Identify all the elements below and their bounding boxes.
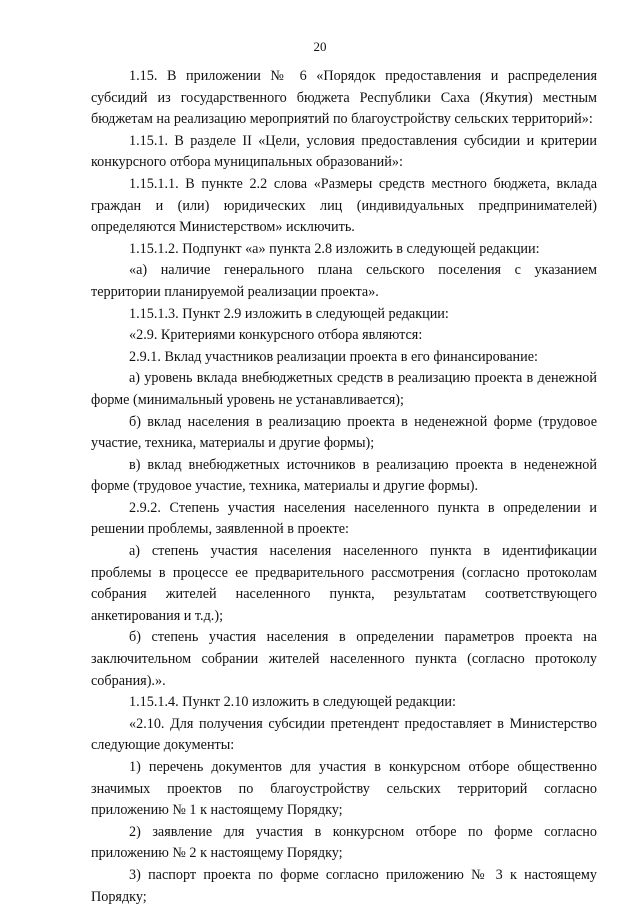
paragraph-2-10-item-2: 2) заявление для участия в конкурсном отборе по форме согласно приложению № 2 к настоящему Порядку; bbox=[91, 823, 597, 862]
paragraph-2-9: «2.9. Критериями конкурсного отбора являются: bbox=[129, 327, 423, 344]
paragraph-2-10-item-1: 1) перечень документов для участия в конкурсном отборе общественно значимых проектов по благоустройству сельских территорий согласно приложению № 1 к настоящему Порядку; bbox=[91, 759, 597, 819]
paragraph-2-9-1-a: а) уровень вклада внебюджетных средств в реализацию проекта в денежной форме (минимальный уровень не устанавливается); bbox=[91, 370, 597, 408]
paragraph-2-9-1-v: в) вклад внебюджетных источников в реализацию проекта в неденежной форме (трудовое участие, техника, материалы и другие формы). bbox=[91, 456, 597, 495]
paragraph-2-9-2: 2.9.2. Степень участия населения населенного пункта в определении и решении проблемы, заявленной в проекте: bbox=[91, 499, 597, 538]
paragraph-2-10-item-3: 3) паспорт проекта по форме согласно приложению № 3 к настоящему Порядку; bbox=[91, 866, 597, 905]
document-body bbox=[91, 66, 597, 908]
paragraph-1-15-1-1: 1.15.1.1. В пункте 2.2 слова «Размеры средств местного бюджета, вклада граждан и (или) юридических лиц (индивидуальных предпринимателей) определяются Министерством» исключить. bbox=[91, 175, 597, 236]
page-number: 20 bbox=[313, 39, 327, 54]
paragraph-2-9-1-b: б) вклад населения в реализацию проекта в неденежной форме (трудовое участие, техника, материалы и другие формы); bbox=[91, 413, 597, 452]
paragraph-1-15-1-2: 1.15.1.2. Подпункт «а» пункта 2.8 изложить в следующей редакции: bbox=[129, 240, 540, 257]
paragraph-1-15: 1.15. В приложении № 6 «Порядок предоставления и распределения субсидий из государственного бюджета Республики Саха (Якутия) местным бюджетам на реализацию мероприятий по благоустройству сельских территорий»: bbox=[91, 68, 597, 128]
paragraph-2-9-2-b: б) степень участия населения в определении параметров проекта на заключительном собрании жителей населенного пункта (согласно протоколу собрания).». bbox=[91, 629, 597, 689]
paragraph-2-9-1: 2.9.1. Вклад участников реализации проекта в его финансирование: bbox=[129, 348, 538, 365]
paragraph-item-a-general-plan: «а) наличие генерального плана сельского поселения с указанием территории планируемой реализации проекта». bbox=[91, 262, 597, 300]
paragraph-1-15-1-4: 1.15.1.4. Пункт 2.10 изложить в следующей редакции: bbox=[129, 694, 456, 711]
paragraph-2-10: «2.10. Для получения субсидии претендент предоставляет в Министерство следующие документы: bbox=[91, 715, 597, 754]
paragraph-2-9-2-a: а) степень участия населения населенного пункта в идентификации проблемы в процессе ее предварительного рассмотрения (согласно протоколам собрания жителей населенного пункта, результатам соответствующего анкетирования и т.д.); bbox=[91, 543, 597, 624]
paragraph-1-15-1: 1.15.1. В разделе II «Цели, условия предоставления субсидии и критерии конкурсного отбора муниципальных образований»: bbox=[91, 132, 597, 171]
paragraph-1-15-1-3: 1.15.1.3. Пункт 2.9 изложить в следующей редакции: bbox=[129, 305, 449, 322]
